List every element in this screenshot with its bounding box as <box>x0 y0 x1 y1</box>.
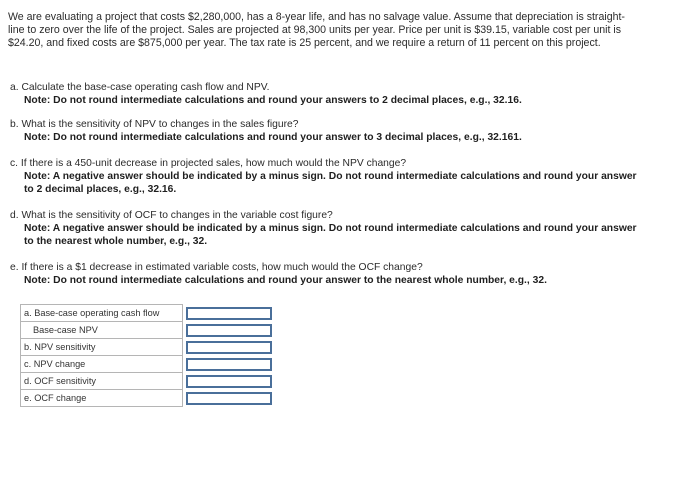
question-d <box>10 209 682 248</box>
question-c-note-cont: to 2 decimal places, e.g., 32.16. <box>24 184 177 195</box>
npv-change-input[interactable] <box>186 358 272 371</box>
question-c <box>10 157 682 196</box>
problem-statement <box>8 11 688 51</box>
answer-row <box>21 305 274 322</box>
ocf-answer-input[interactable] <box>186 307 272 320</box>
npv-sensitivity-input[interactable] <box>186 341 272 354</box>
ocf-change-input[interactable] <box>186 392 272 405</box>
ocf-sensitivity-input[interactable] <box>186 375 272 388</box>
answer-row <box>21 356 274 373</box>
problem-line: We are evaluating a project that costs $2,280,000, has a 8-year life, and has no salvage value. Assume that depreciation is straight- <box>8 11 625 23</box>
answer-label: Base-case NPV <box>21 322 183 339</box>
question-a <box>10 81 682 107</box>
answer-label: c. NPV change <box>21 356 183 373</box>
answer-label: d. OCF sensitivity <box>21 373 183 390</box>
answer-row <box>21 322 274 339</box>
problem-line: $24.20, and fixed costs are $875,000 per year. The tax rate is 25 percent, and we require a return of 11 percent on this project. <box>8 37 601 50</box>
answer-label: a. Base-case operating cash flow <box>21 305 183 322</box>
question-b-note: Note: Do not round intermediate calculations and round your answer to 3 decimal places, e.g., 32.161. <box>24 132 522 143</box>
answer-table <box>20 304 274 407</box>
answer-label: e. OCF change <box>21 390 183 407</box>
problem-line: line to zero over the life of the project. Sales are projected at 98,300 units per year. Price per unit is $39.15, variable cost per unit is <box>8 24 622 37</box>
npv-answer-input[interactable] <box>186 324 272 337</box>
question-c-prompt: c. If there is a 450-unit decrease in projected sales, how much would the NPV change? <box>10 158 407 169</box>
question-a-note: Note: Do not round intermediate calculations and round your answers to 2 decimal places, e.g., 32.16. <box>24 95 522 106</box>
answer-row <box>21 339 274 356</box>
question-d-note-cont: to the nearest whole number, e.g., 32. <box>24 236 208 247</box>
question-c-note: Note: A negative answer should be indicated by a minus sign. Do not round intermediate calculations and round your answer <box>24 171 637 182</box>
question-b <box>10 118 682 144</box>
question-e <box>10 261 682 287</box>
question-b-prompt: b. What is the sensitivity of NPV to changes in the sales figure? <box>10 119 299 130</box>
question-e-note: Note: Do not round intermediate calculations and round your answer to the nearest whole number, e.g., 32. <box>24 275 547 286</box>
question-a-prompt: a. Calculate the base-case operating cash flow and NPV. <box>10 82 270 93</box>
answer-row <box>21 373 274 390</box>
answer-label: b. NPV sensitivity <box>21 339 183 356</box>
question-e-prompt: e. If there is a $1 decrease in estimated variable costs, how much would the OCF change? <box>10 262 423 273</box>
answer-row <box>21 390 274 407</box>
question-d-prompt: d. What is the sensitivity of OCF to changes in the variable cost figure? <box>10 210 333 221</box>
question-d-note: Note: A negative answer should be indicated by a minus sign. Do not round intermediate calculations and round your answer <box>24 223 637 234</box>
